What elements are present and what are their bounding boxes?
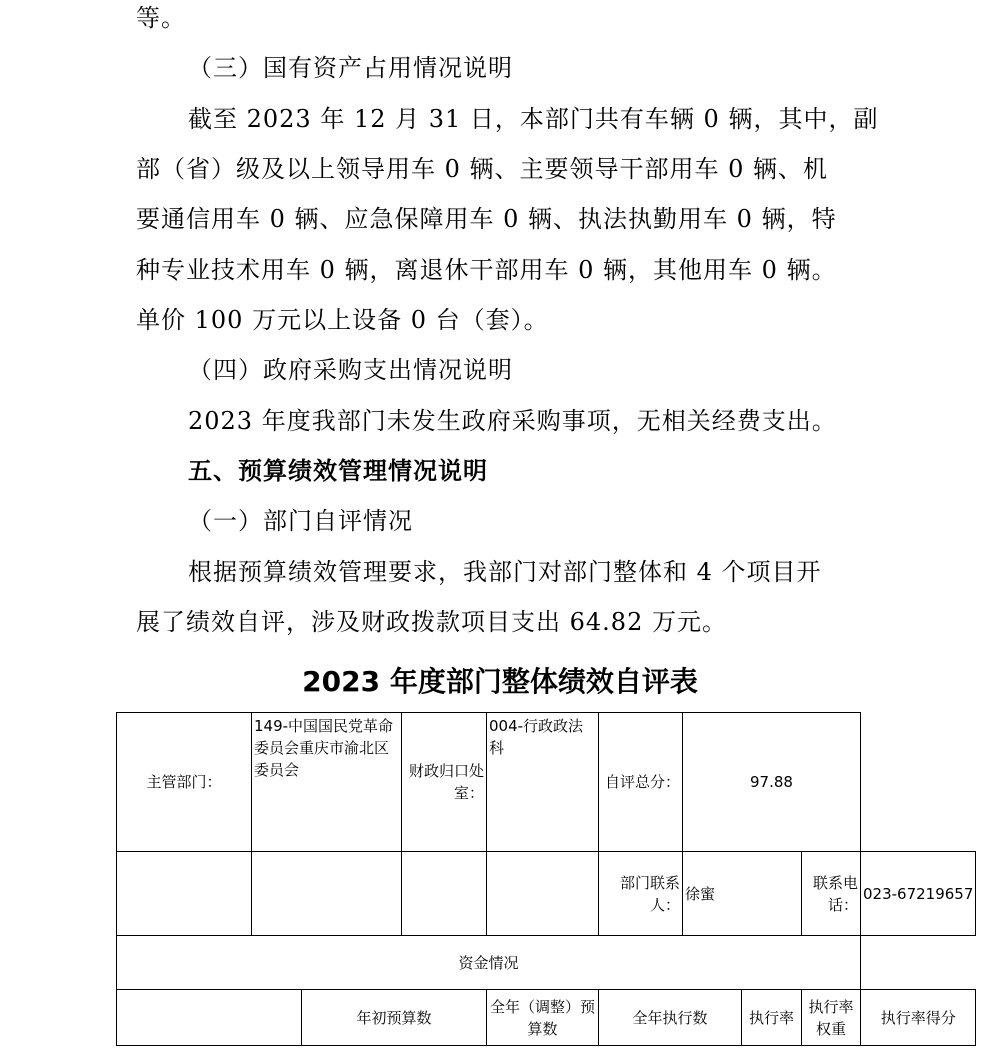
- table-title: 2023 年度部门整体绩效自评表: [302, 665, 698, 698]
- col-rate-weight: 执行率权重: [802, 990, 861, 1046]
- finance-office-value: 004-行政政法科: [487, 713, 599, 852]
- col-execution: 全年执行数: [599, 990, 742, 1046]
- section-heading-procurement: （四）政府采购支出情况说明: [188, 356, 513, 384]
- performance-table: [116, 712, 976, 1046]
- col-adjusted-budget: 全年（调整）预算数: [487, 990, 599, 1046]
- procurement-paragraph: 2023 年度我部门未发生政府采购事项，无相关经费支出。: [188, 407, 837, 435]
- contact-value: 徐蜜: [683, 852, 802, 936]
- section-heading-self-evaluation: （一）部门自评情况: [188, 507, 413, 535]
- phone-label: 联系电话：: [802, 852, 861, 936]
- dept-value: 149-中国国民党革命委员会重庆市渝北区委员会: [252, 713, 402, 852]
- assets-paragraph-line-1: 截至 2023 年 12 月 31 日，本部门共有车辆 0 辆，其中，副: [188, 105, 879, 133]
- empty-cell: [117, 990, 302, 1046]
- score-value: 97.88: [683, 713, 861, 852]
- score-label: 自评总分：: [599, 713, 683, 852]
- finance-office-label: 财政归口处室：: [402, 713, 487, 852]
- funds-section-header: 资金情况: [117, 936, 861, 990]
- contact-label: 部门联系人：: [599, 852, 683, 936]
- empty-cell: [487, 852, 599, 936]
- section-heading-performance: 五、预算绩效管理情况说明: [188, 457, 488, 485]
- self-eval-paragraph-line-1: 根据预算绩效管理要求，我部门对部门整体和 4 个项目开: [188, 558, 822, 586]
- self-eval-paragraph-line-2: 展了绩效自评，涉及财政拨款项目支出 64.82 万元。: [136, 608, 727, 636]
- assets-paragraph-line-5: 单价 100 万元以上设备 0 台（套）。: [136, 306, 549, 334]
- assets-paragraph-line-3: 要通信用车 0 辆、应急保障用车 0 辆、执法执勤用车 0 辆，特: [136, 205, 837, 233]
- dept-label: 主管部门：: [117, 713, 252, 852]
- col-rate-score: 执行率得分: [861, 990, 976, 1046]
- col-initial-budget: 年初预算数: [302, 990, 487, 1046]
- col-rate: 执行率: [742, 990, 802, 1046]
- section-heading-state-assets: （三）国有资产占用情况说明: [188, 54, 513, 82]
- phone-value: 023-67219657: [861, 852, 976, 936]
- empty-cell: [117, 852, 252, 936]
- assets-paragraph-line-2: 部（省）级及以上领导用车 0 辆、主要领导干部用车 0 辆、机: [136, 155, 829, 183]
- text-continuation: 等。: [136, 4, 186, 32]
- empty-cell: [252, 852, 402, 936]
- empty-cell: [402, 852, 487, 936]
- assets-paragraph-line-4: 种专业技术用车 0 辆，离退休干部用车 0 辆，其他用车 0 辆。: [136, 256, 837, 284]
